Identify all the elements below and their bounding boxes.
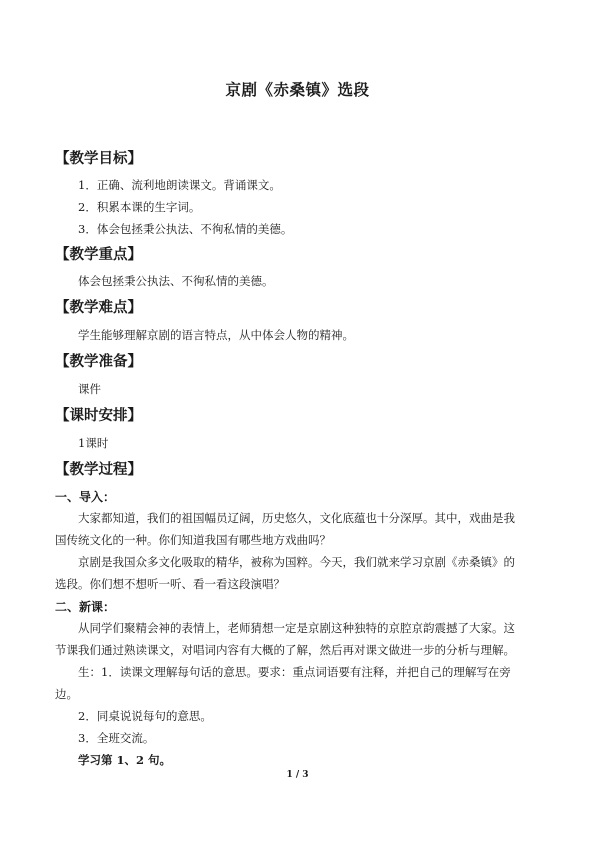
intro-p1-line1: 大家都知道，我们的祖国幅员辽阔，历史悠久，文化底蕴也十分深厚。其中，戏曲是我	[78, 511, 515, 525]
newlesson-step-3: 3．全班交流。	[78, 731, 155, 745]
teaching-prep-text: 课件	[78, 382, 101, 396]
newlesson-step-2: 2．同桌说说每句的意思。	[78, 709, 212, 723]
heading-teaching-goals: 【教学目标】	[55, 150, 142, 167]
page-title: 京剧《赤桑镇》选段	[225, 80, 370, 99]
intro-p2-line1: 京剧是我国众多文化吸取的精华，被称为国粹。今天，我们就来学习京剧《赤桑镇》的	[78, 555, 515, 569]
goal-item-1: 1．正确、流利地朗读课文。背诵课文。	[78, 178, 281, 192]
heading-teaching-key: 【教学重点】	[55, 246, 142, 263]
intro-p2-line2: 选段。你们想不想听一听、看一看这段演唱？	[55, 577, 285, 591]
teaching-difficulty-text: 学生能够理解京剧的语言特点，从中体会人物的精神。	[78, 328, 354, 342]
heading-schedule: 【课时安排】	[55, 407, 142, 424]
newlesson-p1-line1: 从同学们聚精会神的表情上，老师猜想一定是京剧这种独特的京腔京韵震撼了大家。这	[78, 621, 515, 635]
newlesson-p2-line1: 生：1．读课文理解每句话的意思。要求：重点词语要有注释，并把自己的理解写在旁	[78, 665, 511, 679]
heading-teaching-process: 【教学过程】	[55, 461, 142, 478]
schedule-text: 1课时	[78, 436, 109, 450]
page-number: 1 / 3	[286, 770, 309, 780]
newlesson-study: 学习第 1、2 句。	[78, 753, 172, 767]
heading-teaching-difficulty: 【教学难点】	[55, 299, 142, 316]
goal-item-2: 2．积累本课的生字词。	[78, 200, 201, 214]
goal-item-3: 3．体会包拯秉公执法、不徇私情的美德。	[78, 222, 293, 236]
intro-label: 一、导入：	[55, 490, 116, 504]
heading-teaching-prep: 【教学准备】	[55, 353, 142, 370]
newlesson-label: 二、新课：	[55, 600, 116, 614]
newlesson-p2-line2: 边。	[55, 687, 78, 701]
newlesson-p1-line2: 节课我们通过熟读课文，对唱词内容有大概的了解，然后再对课文做进一步的分析与理解。	[55, 643, 515, 657]
teaching-key-text: 体会包拯秉公执法、不徇私情的美德。	[78, 274, 274, 288]
intro-p1-line2: 国传统文化的一种。你们知道我国有哪些地方戏曲吗？	[55, 533, 331, 547]
